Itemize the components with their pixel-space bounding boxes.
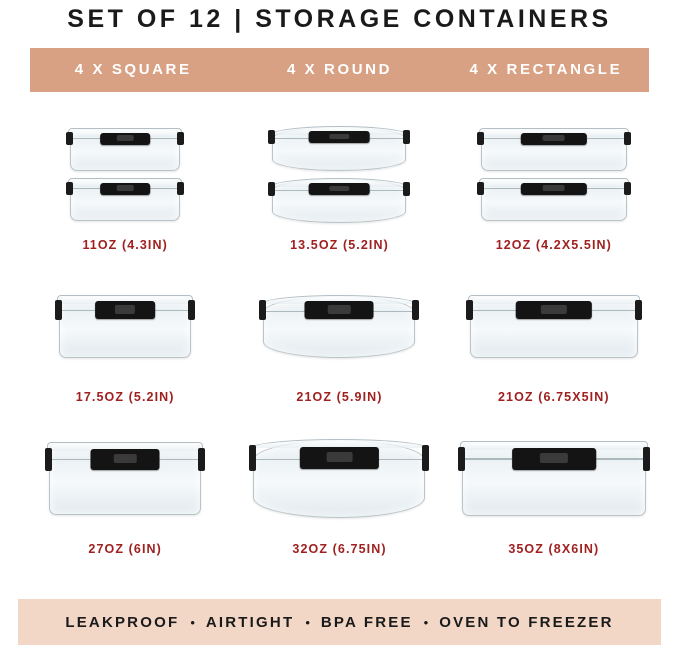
side-clip-left-icon [66, 132, 73, 146]
container-square [70, 129, 180, 171]
container-square [70, 179, 180, 221]
product-caption: 21OZ (5.9IN) [296, 389, 383, 404]
side-clip-left-icon [268, 182, 275, 196]
latch-icon [100, 183, 150, 195]
feature-separator-dot: • [190, 614, 195, 630]
feature-oven-to-freezer: OVEN TO FREEZER [439, 613, 614, 631]
side-clip-right-icon [198, 448, 205, 472]
product-caption: 13.5OZ (5.2IN) [290, 237, 389, 252]
product-cell-round-21oz [232, 252, 446, 404]
category-label-square: 4 X SQUARE [74, 61, 192, 78]
feature-leakproof: LEAKPROOF [65, 613, 180, 631]
container-stack [70, 129, 180, 221]
category-header-band [30, 48, 649, 92]
category-label-rectangle: 4 X RECTANGLE [469, 61, 623, 78]
side-clip-right-icon [177, 182, 184, 196]
container-round [272, 127, 406, 171]
side-clip-right-icon [177, 132, 184, 146]
product-image-round-21oz [239, 266, 439, 388]
side-clip-right-icon [403, 182, 410, 196]
product-image-round-32oz [239, 418, 439, 540]
side-clip-right-icon [403, 130, 410, 144]
product-cell-rectangle-35oz [447, 404, 661, 556]
product-image-round-13-5oz [239, 114, 439, 236]
product-cell-rectangle-12oz [447, 100, 661, 252]
side-clip-left-icon [268, 130, 275, 144]
product-caption: 32OZ (6.75IN) [292, 541, 387, 556]
container-rectangle [481, 129, 627, 171]
product-image-square-27oz [25, 418, 225, 540]
product-caption: 35OZ (8X6IN) [508, 541, 600, 556]
container-rectangle [481, 179, 627, 221]
side-clip-right-icon [643, 447, 650, 471]
container-rectangle [470, 296, 638, 358]
feature-bpa-free: BPA FREE [320, 613, 413, 631]
feature-footer-band [18, 599, 661, 645]
container-round [272, 179, 406, 223]
latch-icon [516, 301, 592, 319]
product-cell-square-27oz [18, 404, 232, 556]
product-caption: 21OZ (6.75X5IN) [497, 389, 610, 404]
side-clip-right-icon [635, 300, 642, 320]
category-label-round: 4 X ROUND [286, 61, 393, 78]
side-clip-right-icon [422, 445, 429, 471]
product-cell-round-32oz [232, 404, 446, 556]
side-clip-right-icon [188, 300, 195, 320]
side-clip-left-icon [45, 448, 52, 472]
feature-separator-dot: • [305, 614, 310, 630]
side-clip-right-icon [624, 182, 631, 196]
product-image-square-11oz [25, 114, 225, 236]
product-caption: 27OZ (6IN) [88, 541, 162, 556]
latch-icon [309, 183, 370, 196]
latch-icon [521, 183, 587, 195]
container-stack [272, 127, 406, 223]
product-image-rectangle-21oz [454, 266, 654, 388]
latch-icon [521, 133, 587, 145]
page-title: SET OF 12 | STORAGE CONTAINERS [67, 5, 612, 33]
latch-icon [300, 447, 378, 470]
feature-airtight: AIRTIGHT [205, 613, 295, 631]
product-image-rectangle-35oz [454, 418, 654, 540]
latch-icon [91, 449, 160, 470]
product-cell-rectangle-21oz [447, 252, 661, 404]
container-square [59, 296, 191, 358]
side-clip-left-icon [259, 300, 266, 320]
side-clip-right-icon [412, 300, 419, 320]
side-clip-left-icon [66, 182, 73, 196]
product-cell-square-17-5oz [18, 252, 232, 404]
latch-icon [100, 133, 150, 145]
product-image-square-17-5oz [25, 266, 225, 388]
product-image-rectangle-12oz [454, 114, 654, 236]
product-caption: 11OZ (4.3IN) [82, 237, 168, 252]
product-caption: 12OZ (4.2X5.5IN) [495, 237, 612, 252]
side-clip-left-icon [477, 182, 484, 196]
latch-icon [305, 301, 374, 319]
container-round [253, 440, 425, 518]
latch-icon [512, 448, 596, 470]
container-stack [481, 129, 627, 221]
product-grid [18, 100, 661, 556]
container-rectangle [462, 442, 646, 516]
container-round [263, 296, 415, 358]
product-cell-square-11oz [18, 100, 232, 252]
product-cell-round-13-5oz [232, 100, 446, 252]
product-caption: 17.5OZ (5.2IN) [75, 389, 175, 404]
side-clip-right-icon [624, 132, 631, 146]
side-clip-left-icon [458, 447, 465, 471]
side-clip-left-icon [466, 300, 473, 320]
side-clip-left-icon [249, 445, 256, 471]
feature-separator-dot: • [423, 614, 429, 630]
latch-icon [95, 301, 155, 319]
side-clip-left-icon [477, 132, 484, 146]
latch-icon [309, 131, 370, 144]
container-square [49, 443, 201, 515]
side-clip-left-icon [55, 300, 62, 320]
